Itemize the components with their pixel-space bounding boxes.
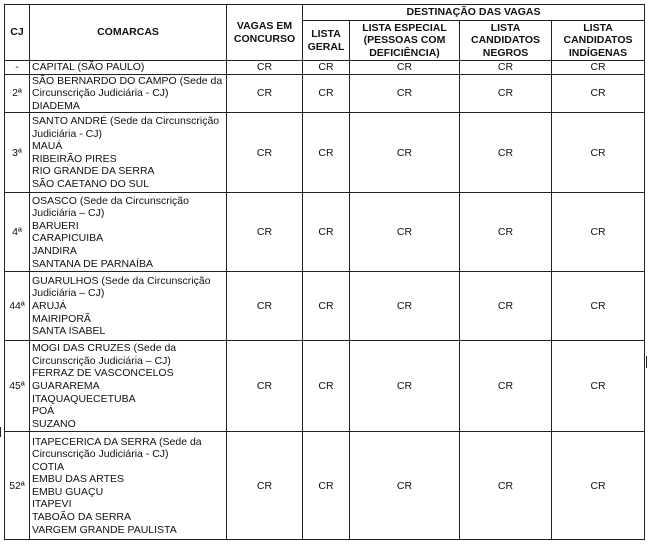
lista-indigenas-cell: CR xyxy=(552,74,645,113)
lista-geral-cell: CR xyxy=(303,432,350,540)
lista-especial-cell: CR xyxy=(350,74,460,113)
cj-cell: - xyxy=(5,61,30,75)
lista-indigenas-cell: CR xyxy=(552,61,645,75)
comarca-name: MAIRIPORÃ xyxy=(32,312,91,325)
comarca-name: MAUÁ xyxy=(32,140,63,153)
table-row xyxy=(5,113,645,193)
lista-especial-cell: CR xyxy=(350,272,460,341)
header-comarcas: COMARCAS xyxy=(30,5,227,61)
lista-geral-cell: CR xyxy=(303,272,350,341)
comarca-name: ITAPEVI xyxy=(32,498,72,511)
comarca-name: TABOÃO DA SERRA xyxy=(32,511,131,524)
comarca-name: GUARULHOS (Sede da Circunscrição Judiciária – CJ) xyxy=(32,274,211,300)
comarca-name: ITAPECERICA DA SERRA (Sede da Circunscrição Judiciária - CJ) xyxy=(32,435,202,461)
header-lista-geral: LISTA GERAL xyxy=(303,21,350,61)
comarca-name: RIO GRANDE DA SERRA xyxy=(32,165,155,178)
lista-negros-cell: CR xyxy=(460,272,552,341)
comarca-name: SANTA ISABEL xyxy=(32,325,106,338)
cj-cell: 3ª xyxy=(5,113,30,193)
lista-negros-cell: CR xyxy=(460,113,552,193)
lista-especial-cell: CR xyxy=(350,432,460,540)
comarca-name: BARUERI xyxy=(32,219,79,232)
comarca-name: ARUJÁ xyxy=(32,300,67,313)
comarca-name: COTIA xyxy=(32,460,65,473)
lista-especial-cell: CR xyxy=(350,61,460,75)
margin-mark-left xyxy=(0,427,1,437)
comarca-name: EMBU DAS ARTES xyxy=(32,473,124,486)
table-row xyxy=(5,272,645,341)
comarca-name: DIADEMA xyxy=(32,99,80,112)
comarcas-cell xyxy=(30,272,227,341)
lista-geral-cell: CR xyxy=(303,341,350,432)
comarcas-cell xyxy=(30,113,227,193)
vagas-em-concurso-cell: CR xyxy=(227,61,303,75)
comarca-name: ITAQUAQUECETUBA xyxy=(32,392,136,405)
lista-indigenas-cell: CR xyxy=(552,193,645,272)
vagas-em-concurso-cell: CR xyxy=(227,432,303,540)
lista-negros-cell: CR xyxy=(460,341,552,432)
header-lista-candidatos-negros: LISTA CANDIDATOS NEGROS xyxy=(460,21,552,61)
comarca-name: MOGI DAS CRUZES (Sede da Circunscrição Judiciária – CJ) xyxy=(32,342,177,367)
comarca-name: JANDIRA xyxy=(32,244,77,257)
cj-cell: 4ª xyxy=(5,193,30,272)
comarca-name: SANTANA DE PARNAÍBA xyxy=(32,257,153,270)
cj-cell: 45ª xyxy=(5,341,30,432)
cj-cell: 52ª xyxy=(5,432,30,540)
lista-especial-cell: CR xyxy=(350,113,460,193)
comarcas-cell xyxy=(30,193,227,272)
comarca-name: CARAPICUIBA xyxy=(32,232,104,245)
comarcas-cell xyxy=(30,341,227,432)
vagas-em-concurso-cell: CR xyxy=(227,74,303,113)
header-lista-especial: LISTA ESPECIAL (PESSOAS COM DEFICIÊNCIA) xyxy=(350,21,460,61)
header-lista-candidatos-indigenas: LISTA CANDIDATOS INDÍGENAS xyxy=(552,21,645,61)
vagas-em-concurso-cell: CR xyxy=(227,272,303,341)
comarca-name: SANTO ANDRÉ (Sede da Circunscrição Judiciária - CJ) xyxy=(32,115,220,140)
comarcas-cell xyxy=(30,432,227,540)
lista-indigenas-cell: CR xyxy=(552,341,645,432)
table-row xyxy=(5,74,645,113)
comarca-name: SUZANO xyxy=(32,417,76,430)
lista-especial-cell: CR xyxy=(350,341,460,432)
table-row xyxy=(5,61,645,75)
comarca-name: FERRAZ DE VASCONCELOS xyxy=(32,367,174,380)
header-destinacao-das-vagas: DESTINAÇÃO DAS VAGAS xyxy=(303,5,645,21)
lista-indigenas-cell: CR xyxy=(552,432,645,540)
lista-indigenas-cell: CR xyxy=(552,272,645,341)
comarca-name: RIBEIRÃO PIRES xyxy=(32,152,117,165)
table-row xyxy=(5,341,645,432)
comarca-name: OSASCO (Sede da Circunscrição Judiciária – CJ) xyxy=(32,194,189,220)
margin-mark-right xyxy=(646,356,647,368)
table-row xyxy=(5,193,645,272)
lista-geral-cell: CR xyxy=(303,193,350,272)
vagas-em-concurso-cell: CR xyxy=(227,341,303,432)
lista-negros-cell: CR xyxy=(460,432,552,540)
comarca-name: VARGEM GRANDE PAULISTA xyxy=(32,523,177,536)
header-vagas-em-concurso: VAGAS EM CONCURSO xyxy=(227,5,303,61)
vagas-em-concurso-cell: CR xyxy=(227,193,303,272)
vagas-em-concurso-cell: CR xyxy=(227,113,303,193)
lista-geral-cell: CR xyxy=(303,113,350,193)
lista-negros-cell: CR xyxy=(460,61,552,75)
lista-negros-cell: CR xyxy=(460,193,552,272)
comarca-name: EMBU GUAÇU xyxy=(32,485,104,498)
comarca-name: POÁ xyxy=(32,405,55,418)
lista-indigenas-cell: CR xyxy=(552,113,645,193)
comarca-name: GUARAREMA xyxy=(32,380,100,393)
comarcas-cell xyxy=(30,61,227,75)
table-body xyxy=(5,61,645,540)
header-cj: CJ xyxy=(5,5,30,61)
lista-geral-cell: CR xyxy=(303,61,350,75)
vagas-table xyxy=(4,4,645,540)
table-row xyxy=(5,432,645,540)
cj-cell: 44ª xyxy=(5,272,30,341)
comarcas-cell xyxy=(30,74,227,113)
comarca-name: SÃO BERNARDO DO CAMPO (Sede da Circunscrição Judiciária - CJ) xyxy=(32,74,223,100)
lista-negros-cell: CR xyxy=(460,74,552,113)
comarca-name: CAPITAL (SÃO PAULO) xyxy=(32,61,145,73)
lista-geral-cell: CR xyxy=(303,74,350,113)
cj-cell: 2ª xyxy=(5,74,30,113)
comarca-name: SÃO CAETANO DO SUL xyxy=(32,178,150,191)
lista-especial-cell: CR xyxy=(350,193,460,272)
